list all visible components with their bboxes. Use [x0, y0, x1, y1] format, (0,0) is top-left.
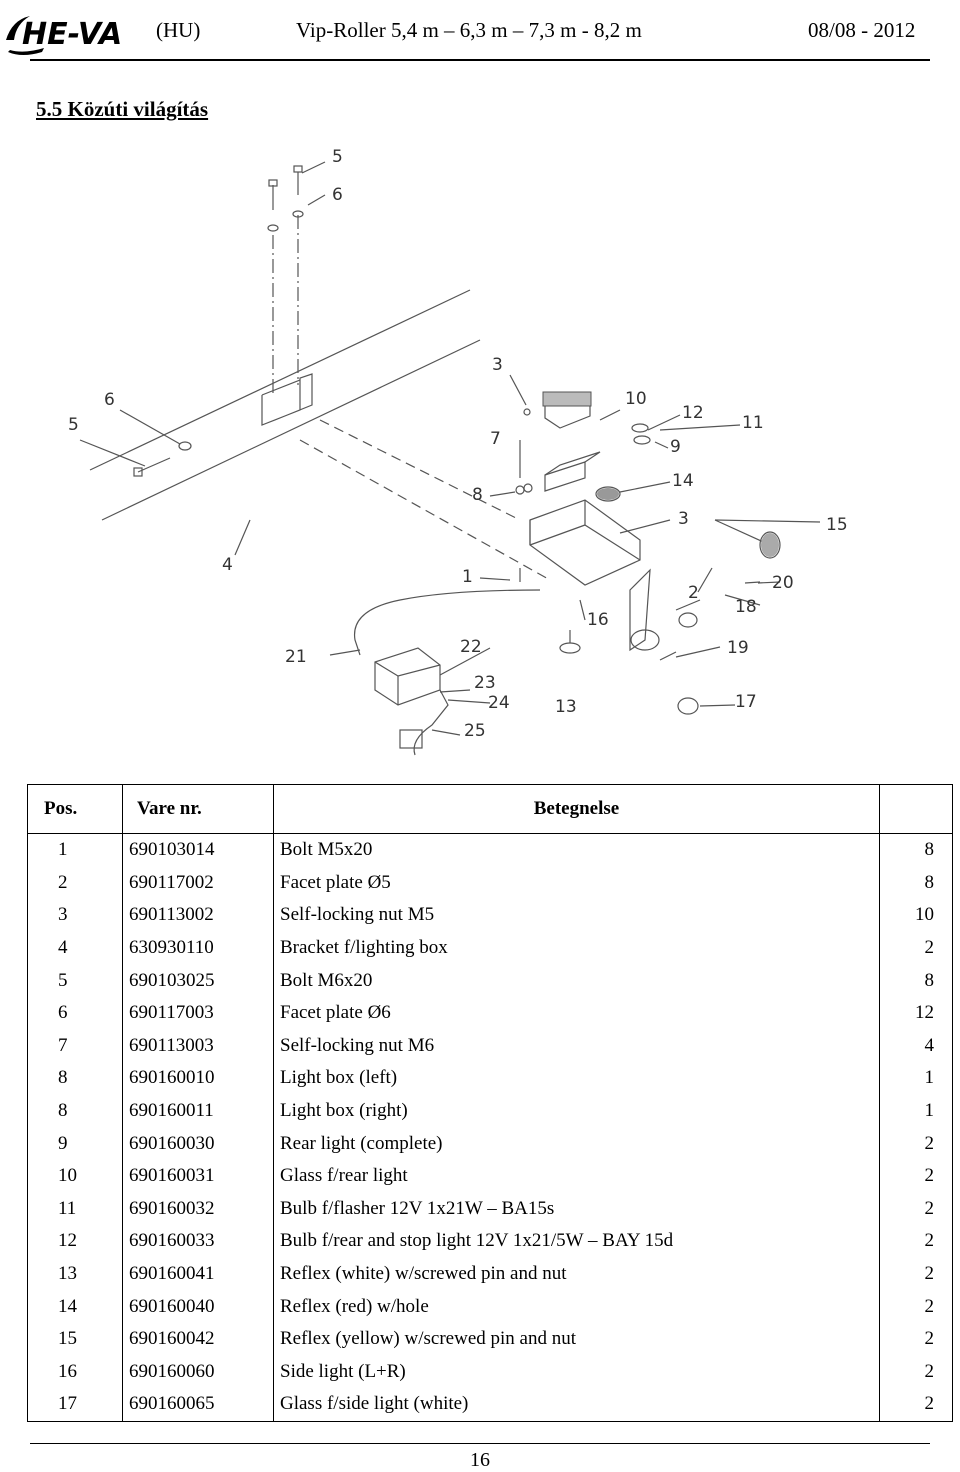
- row-pos: 13: [28, 1258, 123, 1291]
- svg-text:2: 2: [688, 583, 699, 603]
- parts-table-body: [28, 834, 953, 1422]
- row-description: Reflex (white) w/screwed pin and nut: [274, 1258, 880, 1291]
- row-qty: 2: [880, 1290, 953, 1323]
- svg-text:1: 1: [462, 567, 473, 587]
- row-description: Glass f/side light (white): [274, 1388, 880, 1421]
- svg-text:16: 16: [587, 610, 609, 630]
- heva-logo: [4, 10, 134, 56]
- row-description: Glass f/rear light: [274, 1160, 880, 1193]
- table-row: [28, 1258, 953, 1291]
- svg-text:24: 24: [488, 693, 510, 713]
- svg-text:3: 3: [678, 509, 689, 529]
- header-date: 08/08 - 2012: [808, 18, 916, 42]
- table-row: [28, 932, 953, 965]
- row-qty: 2: [880, 932, 953, 965]
- row-description: Light box (right): [274, 1095, 880, 1128]
- svg-text:19: 19: [727, 638, 749, 658]
- row-qty: 2: [880, 1258, 953, 1291]
- table-row: [28, 1127, 953, 1160]
- svg-text:9: 9: [670, 437, 681, 457]
- header-model: Vip-Roller 5,4 m – 6,3 m – 7,3 m - 8,2 m: [296, 18, 642, 42]
- row-part-no: 630930110: [123, 932, 274, 965]
- svg-text:15: 15: [826, 515, 848, 535]
- row-pos: 8: [28, 1062, 123, 1095]
- table-row: [28, 1388, 953, 1421]
- row-description: Bolt M5x20: [274, 834, 880, 867]
- table-row: [28, 1030, 953, 1063]
- row-pos: 17: [28, 1388, 123, 1421]
- svg-text:21: 21: [285, 647, 307, 667]
- header-pos: Pos.: [28, 785, 123, 834]
- row-pos: 15: [28, 1323, 123, 1356]
- svg-text:11: 11: [742, 413, 764, 433]
- svg-text:20: 20: [772, 573, 794, 593]
- row-part-no: 690160040: [123, 1290, 274, 1323]
- row-description: Light box (left): [274, 1062, 880, 1095]
- logo-text: HE-VA: [22, 17, 123, 52]
- row-part-no: 690160065: [123, 1388, 274, 1421]
- row-pos: 3: [28, 899, 123, 932]
- row-qty: 2: [880, 1356, 953, 1389]
- table-header-row: [28, 785, 953, 834]
- row-qty: 8: [880, 964, 953, 997]
- row-part-no: 690117002: [123, 867, 274, 900]
- row-description: Reflex (yellow) w/screwed pin and nut: [274, 1323, 880, 1356]
- row-description: Bracket f/lighting box: [274, 932, 880, 965]
- row-qty: 2: [880, 1127, 953, 1160]
- row-pos: 4: [28, 932, 123, 965]
- row-part-no: 690160042: [123, 1323, 274, 1356]
- header-part-no: Vare nr.: [123, 785, 274, 834]
- svg-text:10: 10: [625, 389, 647, 409]
- row-qty: 2: [880, 1160, 953, 1193]
- row-description: Bulb f/rear and stop light 12V 1x21/5W – BAY 15d: [274, 1225, 880, 1258]
- row-part-no: 690160030: [123, 1127, 274, 1160]
- footer-rule: [30, 1443, 930, 1444]
- table-row: [28, 1356, 953, 1389]
- svg-text:6: 6: [104, 390, 115, 410]
- row-pos: 6: [28, 997, 123, 1030]
- header-language: (HU): [156, 18, 201, 42]
- row-pos: 1: [28, 834, 123, 867]
- row-description: Self-locking nut M5: [274, 899, 880, 932]
- svg-text:5: 5: [68, 415, 79, 435]
- svg-text:3: 3: [492, 355, 503, 375]
- row-part-no: 690160031: [123, 1160, 274, 1193]
- table-row: [28, 1193, 953, 1226]
- svg-text:25: 25: [464, 721, 486, 741]
- row-qty: 12: [880, 997, 953, 1030]
- table-row: [28, 834, 953, 867]
- table-row: [28, 1095, 953, 1128]
- svg-text:8: 8: [472, 485, 483, 505]
- svg-text:6: 6: [332, 185, 343, 205]
- svg-text:23: 23: [474, 673, 496, 693]
- row-qty: 2: [880, 1323, 953, 1356]
- row-part-no: 690160041: [123, 1258, 274, 1291]
- row-pos: 8: [28, 1095, 123, 1128]
- row-qty: 2: [880, 1225, 953, 1258]
- table-row: [28, 1225, 953, 1258]
- row-pos: 14: [28, 1290, 123, 1323]
- parts-table: [27, 784, 953, 1422]
- svg-text:12: 12: [682, 403, 704, 423]
- svg-text:13: 13: [555, 697, 577, 717]
- table-row: [28, 964, 953, 997]
- row-qty: 10: [880, 899, 953, 932]
- row-part-no: 690117003: [123, 997, 274, 1030]
- row-pos: 9: [28, 1127, 123, 1160]
- row-description: Facet plate Ø6: [274, 997, 880, 1030]
- header-description: Betegnelse: [274, 785, 880, 834]
- svg-text:7: 7: [490, 429, 501, 449]
- table-row: [28, 1323, 953, 1356]
- table-row: [28, 1062, 953, 1095]
- svg-text:5: 5: [332, 147, 343, 167]
- page-header: [0, 0, 960, 60]
- page-number: 16: [470, 1449, 490, 1471]
- row-part-no: 690103014: [123, 834, 274, 867]
- table-row: [28, 867, 953, 900]
- exploded-drawing: [0, 130, 960, 770]
- row-pos: 7: [28, 1030, 123, 1063]
- svg-text:17: 17: [735, 692, 757, 712]
- row-part-no: 690103025: [123, 964, 274, 997]
- row-qty: 2: [880, 1193, 953, 1226]
- row-description: Bulb f/flasher 12V 1x21W – BA15s: [274, 1193, 880, 1226]
- row-part-no: 690160033: [123, 1225, 274, 1258]
- row-pos: 16: [28, 1356, 123, 1389]
- header-rule: [30, 59, 930, 61]
- row-part-no: 690160010: [123, 1062, 274, 1095]
- table-row: [28, 899, 953, 932]
- row-pos: 12: [28, 1225, 123, 1258]
- row-qty: 2: [880, 1388, 953, 1421]
- svg-text:18: 18: [735, 597, 757, 617]
- row-description: Rear light (complete): [274, 1127, 880, 1160]
- row-pos: 5: [28, 964, 123, 997]
- row-part-no: 690160011: [123, 1095, 274, 1128]
- svg-text:22: 22: [460, 637, 482, 657]
- row-qty: 1: [880, 1095, 953, 1128]
- table-row: [28, 997, 953, 1030]
- row-description: Bolt M6x20: [274, 964, 880, 997]
- row-description: Side light (L+R): [274, 1356, 880, 1389]
- svg-text:4: 4: [222, 555, 233, 575]
- row-part-no: 690113002: [123, 899, 274, 932]
- row-qty: 1: [880, 1062, 953, 1095]
- row-part-no: 690160032: [123, 1193, 274, 1226]
- row-description: Reflex (red) w/hole: [274, 1290, 880, 1323]
- table-row: [28, 1290, 953, 1323]
- row-qty: 8: [880, 867, 953, 900]
- svg-text:14: 14: [672, 471, 694, 491]
- header-qty: [880, 785, 953, 834]
- row-pos: 10: [28, 1160, 123, 1193]
- row-pos: 11: [28, 1193, 123, 1226]
- row-qty: 8: [880, 834, 953, 867]
- row-part-no: 690160060: [123, 1356, 274, 1389]
- table-row: [28, 1160, 953, 1193]
- row-pos: 2: [28, 867, 123, 900]
- row-qty: 4: [880, 1030, 953, 1063]
- section-title: 5.5 Közúti világítás: [36, 97, 209, 121]
- row-part-no: 690113003: [123, 1030, 274, 1063]
- row-description: Self-locking nut M6: [274, 1030, 880, 1063]
- row-description: Facet plate Ø5: [274, 867, 880, 900]
